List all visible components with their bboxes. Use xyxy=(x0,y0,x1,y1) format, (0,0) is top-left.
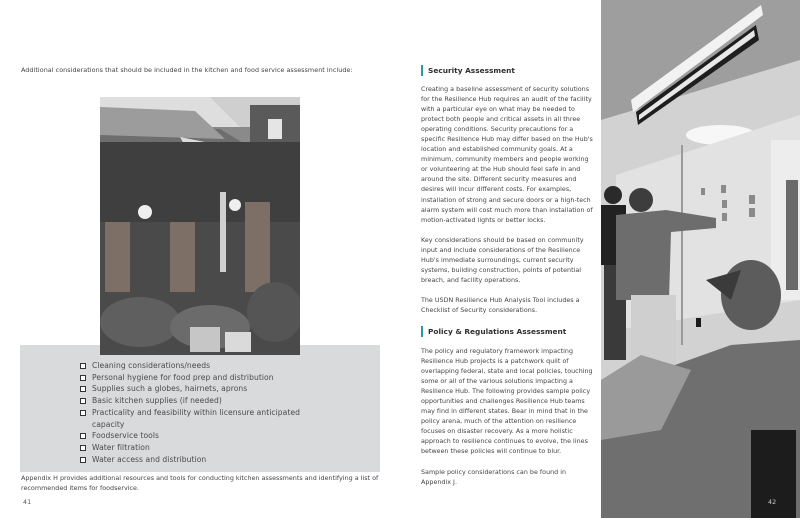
policy-paragraph-1: The policy and regulatory framework impacting Resilience Hub projects is a patchwork quilt of overlapping federal, state and local policies, touching some or all of the various solutions impacting a Resilience Hub. The following provides sample policy opportunities and challenges Resilience Hub teams may find in different states. Bear in mind that in the policy arena, much of the attention on resilience focuses on disaster recovery. As a more holistic approach to resilience continues to evolve, the lines between these policies will continue to blur. xyxy=(421,347,593,456)
intro-text: Additional considerations that should be included in the kitchen and food service assessment include: xyxy=(21,66,353,74)
security-paragraph-2: Key considerations should be based on community input and include considerations of the Resilience Hub's immediate surroundings, current security systems, building construction, points of potential breach, and facility operations. xyxy=(421,236,584,284)
policy-regulations-heading xyxy=(421,326,593,338)
appendix-h-note: Appendix H provides additional resources and tools for conducting kitchen assessments and identifying a list of recommended items for foodservice. xyxy=(21,474,379,492)
kitchen-checklist xyxy=(80,360,320,465)
meeting-photo-graphic xyxy=(601,0,800,518)
meeting-room-photo xyxy=(601,0,800,518)
checklist-item[interactable] xyxy=(80,360,320,372)
checkbox-icon[interactable] xyxy=(80,410,86,416)
heading-accent-bar xyxy=(421,326,423,337)
security-paragraph-1: Creating a baseline assessment of security solutions for the Resilience Hub requires an audit of the facility with a particular eye on what may be needed to protect both people and critical assets in all three operating conditions. Security precautions for a specific Resilience Hub may differ based on the Hub's location and established community goals. At a minimum, community members and people working or volunteering at the Hub should feel safe in and around the site. Different security measures and desires will incur different costs. For examples, installation of strong and secure doors or a high-tech alarm system will cost much more than installation of motion-activated lights or better locks. xyxy=(421,86,593,224)
right-page-text-column xyxy=(421,64,593,488)
page-number-right: 42 xyxy=(768,498,777,506)
section-heading-label: Policy & Regulations Assessment xyxy=(428,327,567,337)
checklist-item[interactable] xyxy=(80,454,320,466)
checklist-item-label: Practicality and feasibility within licensure anticipated capacity xyxy=(92,407,300,429)
checklist-item[interactable] xyxy=(80,430,320,442)
checkbox-icon[interactable] xyxy=(80,386,86,392)
checkbox-icon[interactable] xyxy=(80,445,86,451)
checklist-item[interactable] xyxy=(80,407,320,430)
checkbox-icon[interactable] xyxy=(80,363,86,369)
checkbox-icon[interactable] xyxy=(80,398,86,404)
policy-paragraph-2: Sample policy considerations can be found in Appendix J. xyxy=(421,468,567,486)
checklist-item-label: Water access and distribution xyxy=(92,454,207,464)
checklist-item-label: Water filtration xyxy=(92,442,150,452)
checkbox-icon[interactable] xyxy=(80,457,86,463)
security-paragraph-3: The USDN Resilience Hub Analysis Tool includes a Checklist of Security considerations. xyxy=(421,296,580,314)
security-assessment-heading xyxy=(421,64,593,76)
checklist-item-label: Foodservice tools xyxy=(92,431,160,441)
checklist-item[interactable] xyxy=(80,383,320,395)
checklist-item-label: Basic kitchen supplies (if needed) xyxy=(92,396,222,406)
checklist-item[interactable] xyxy=(80,442,320,454)
checklist-item[interactable] xyxy=(80,395,320,407)
checklist-item[interactable] xyxy=(80,372,320,384)
checklist-item-label: Personal hygiene for food prep and distribution xyxy=(92,372,274,382)
page-number-left: 41 xyxy=(23,498,32,506)
rowhouse-photo-graphic xyxy=(100,97,300,355)
section-heading-label: Security Assessment xyxy=(428,65,515,75)
checkbox-icon[interactable] xyxy=(80,433,86,439)
heading-accent-bar xyxy=(421,65,423,76)
checkbox-icon[interactable] xyxy=(80,375,86,381)
checklist-item-label: Supplies such a globes, hairnets, aprons xyxy=(92,384,248,394)
rowhouse-porch-photo xyxy=(100,97,300,355)
checklist-item-label: Cleaning considerations/needs xyxy=(92,361,211,370)
